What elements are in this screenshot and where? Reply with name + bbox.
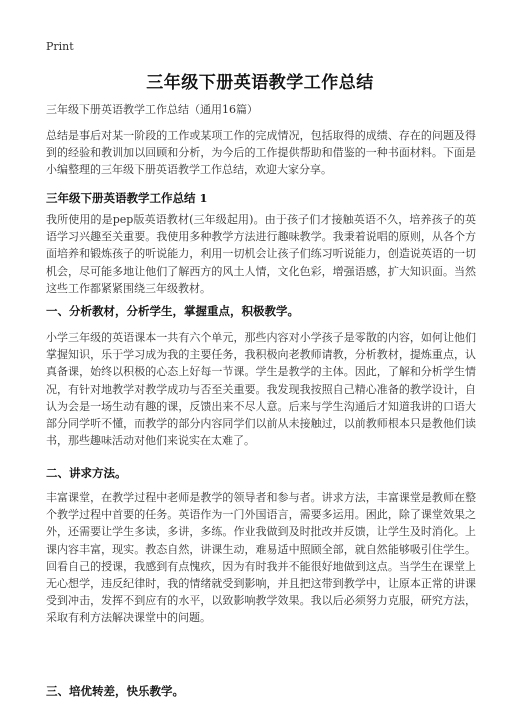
print-label: Print bbox=[46, 40, 74, 53]
methods-paragraph: 丰富课堂，在教学过程中老师是教学的领导者和参与者。讲求方法，丰富课堂是教师在整个教学过程中首要的任务。英语作为一门外国语言，需要多运用。困此，除了课堂效果之外，还需要让学生多读，多讲，多练。作业我做到及时批改并反馈，让学生及时消化。上课内容丰富，现实。教态自然，讲课生动，难易适中照顾全部，就自然能够吸引住学生。回看自己的授课，我感到有点愧疚，因为有时我并不能很好地做到这点。当学生在课堂上无心想学，违反纪律时，我的情绪就受到影响，并且把这带到教学中，让原本正常的讲课受到冲击，发挥不到应有的水平，以致影响教学效果。我以后必须努力克服，研究方法，采取有利方法解决课堂中的问题。 bbox=[46, 491, 476, 625]
heading-methods: 二、讲求方法。 bbox=[46, 466, 127, 480]
section-heading-1: 三年级下册英语教学工作总结 1 bbox=[46, 191, 208, 205]
heading-cultivate: 三、培优转差，快乐教学。 bbox=[46, 684, 184, 698]
document-subtitle: 三年级下册英语教学工作总结（通用16篇） bbox=[46, 103, 258, 116]
intro-paragraph: 总结是事后对某一阶段的工作或某项工作的完成情况，包括取得的成绩、存在的问题及得到的经验和教训加以回顾和分析，为今后的工作提供帮助和借鉴的一种书面材料。下面是小编整理的三年级下册英语教学工作总结，欢迎大家分享。 bbox=[46, 129, 476, 177]
page-title: 三年级下册英语教学工作总结 bbox=[146, 73, 374, 93]
analyze-materials-paragraph: 小学三年级的英语课本一共有六个单元，那些内容对小学孩子是零散的内容，如何让他们掌握知识，乐于学习成为我的主要任务，我积极向老教师请教，分析教材，提炼重点，认真备课，始终以积极的心态上好每一节课。学生是教学的主体。因此，了解和分析学生情况，有针对地教学对教学成功与否至关重要。我发现我按照自己精心准备的教学设计，自认为会是一场生动有趣的课，反馈出来不尽人意。后来与学生沟通后才知道我讲的口语大部分同学听不懂，而教学的部分内容同学们以前从未接触过，以前教师根本只是教他们读书，那些趣味活动对他们来说实在太难了。 bbox=[46, 331, 476, 448]
section-1-paragraph: 我所使用的是pep版英语教材(三年级起用)。由于孩子们才接触英语不久，培养孩子的英语学习兴趣至关重要。我使用多种教学方法进行趣味教学。我秉着说唱的原则，从各个方面培养和锻炼孩子的听说能力，利用一切机会让孩子们练习听说能力，创造说英语的一切机会，尽可能多地让他们了解西方的风土人情，文化色彩，增强语感，扩大知识面。当然这些工作都紧紧围绕三年级教材。 bbox=[46, 213, 476, 295]
heading-analyze-materials: 一、分析教材，分析学生，掌握重点，积极教学。 bbox=[46, 304, 299, 318]
